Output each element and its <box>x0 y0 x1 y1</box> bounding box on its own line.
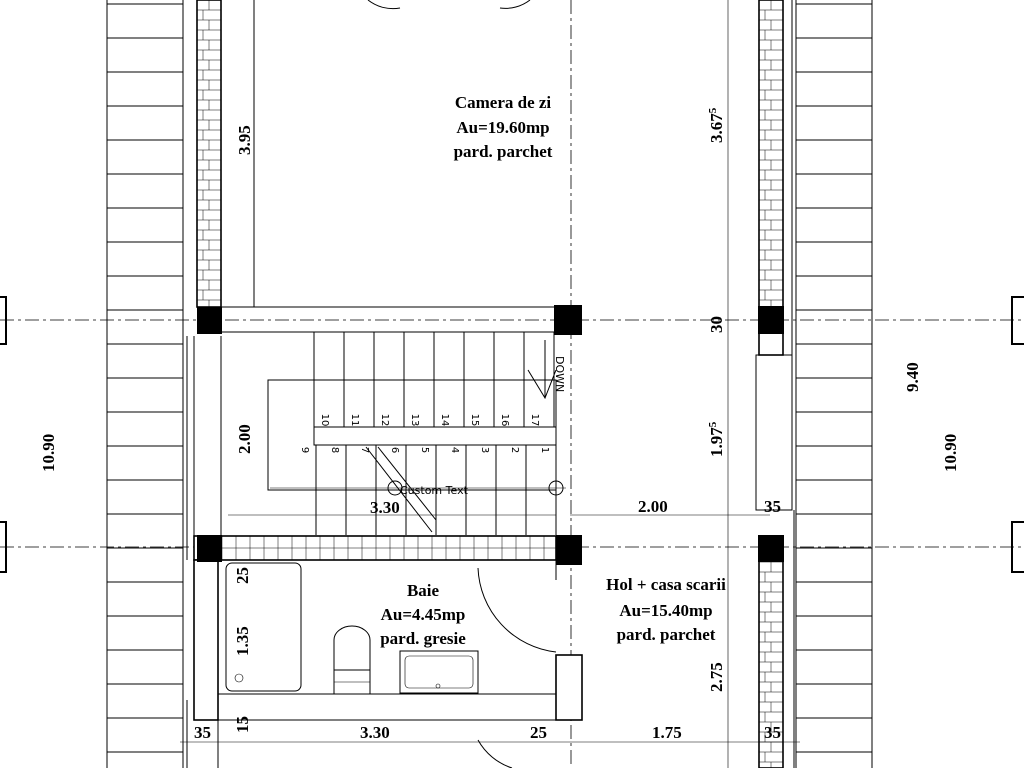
stair-step-number: 7 <box>359 446 370 454</box>
dim-bath-135: 1.35 <box>233 626 252 656</box>
stair-step-number: 15 <box>469 413 480 427</box>
bath-floor: pard. gresie <box>380 629 466 648</box>
living-room-floor: pard. parchet <box>453 142 553 161</box>
bath-name: Baie <box>406 581 440 600</box>
stair-step-number: 2 <box>509 446 520 454</box>
stair-step-number: 17 <box>529 413 540 427</box>
dim-stair-width: 3.30 <box>370 498 400 517</box>
dim-living-left: 3.95 <box>235 125 254 155</box>
stair-step-number: 9 <box>299 446 310 454</box>
dim-living-right-main: 3.67 <box>707 113 726 143</box>
stair-down-label: DOWN <box>553 356 566 393</box>
bath-area: Au=4.45mp <box>380 605 466 624</box>
dim-stair-right-main: 1.97 <box>707 427 726 457</box>
right-exterior-grid <box>796 0 872 768</box>
left-brick-wall <box>197 0 221 307</box>
top-door-arcs <box>368 0 530 9</box>
dim-overall-left: 10.90 <box>39 433 58 472</box>
left-exterior-grid <box>107 0 183 768</box>
stair-step-number: 10 <box>319 413 330 427</box>
hall-name: Hol + casa scarii <box>606 575 726 594</box>
stair-step-number: 8 <box>329 446 340 454</box>
bottom-door <box>478 740 512 768</box>
dim-bottom-330: 3.30 <box>360 723 390 742</box>
stair-step-number: 13 <box>409 413 420 427</box>
dim-bath-25: 25 <box>233 567 252 584</box>
right-brick-wall <box>759 0 783 768</box>
dim-overall-mid: 9.40 <box>903 362 922 392</box>
living-room-area: Au=19.60mp <box>456 118 550 137</box>
hall-door <box>478 568 556 652</box>
dim-living-right <box>707 107 726 143</box>
stair-step-number: 12 <box>379 413 390 427</box>
dim-stair-right <box>707 421 726 457</box>
washbasin <box>400 651 478 693</box>
toilet <box>334 626 370 694</box>
stair-step-labels <box>299 414 550 454</box>
dim-hall-275: 2.75 <box>707 662 726 692</box>
stair-step-number: 1 <box>539 446 550 454</box>
section-markers <box>0 297 1024 572</box>
stair-step-number: 4 <box>449 446 460 454</box>
dim-bottom-175: 1.75 <box>652 723 682 742</box>
stair-step-number: 3 <box>479 446 490 454</box>
dim-bottom-25: 25 <box>530 723 547 742</box>
stair-step-number: 14 <box>439 413 450 427</box>
dim-stair-left: 2.00 <box>235 424 254 454</box>
dim-stair-right-sup: 5 <box>707 421 719 428</box>
hall-floor: pard. parchet <box>616 625 716 644</box>
dim-bottom-15: 15 <box>233 716 252 733</box>
dim-bottom-35-right: 35 <box>764 723 781 742</box>
dim-hall-width: 2.00 <box>638 497 668 516</box>
dim-wall-30: 30 <box>707 316 726 333</box>
living-room-name: Camera de zi <box>454 93 552 112</box>
stair-custom-text: Custom Text <box>400 484 468 497</box>
stair-step-number: 6 <box>389 446 400 454</box>
dim-wall-35-top: 35 <box>764 497 781 516</box>
stair-step-number: 16 <box>499 413 510 427</box>
dim-bottom-35-left: 35 <box>194 723 211 742</box>
dim-overall-right: 10.90 <box>941 433 960 472</box>
columns <box>197 305 784 565</box>
stair-step-number: 5 <box>419 446 430 454</box>
stair-step-number: 11 <box>349 413 360 427</box>
hall-area: Au=15.40mp <box>619 601 713 620</box>
dim-living-right-sup: 5 <box>707 107 719 114</box>
staircase <box>268 332 566 535</box>
